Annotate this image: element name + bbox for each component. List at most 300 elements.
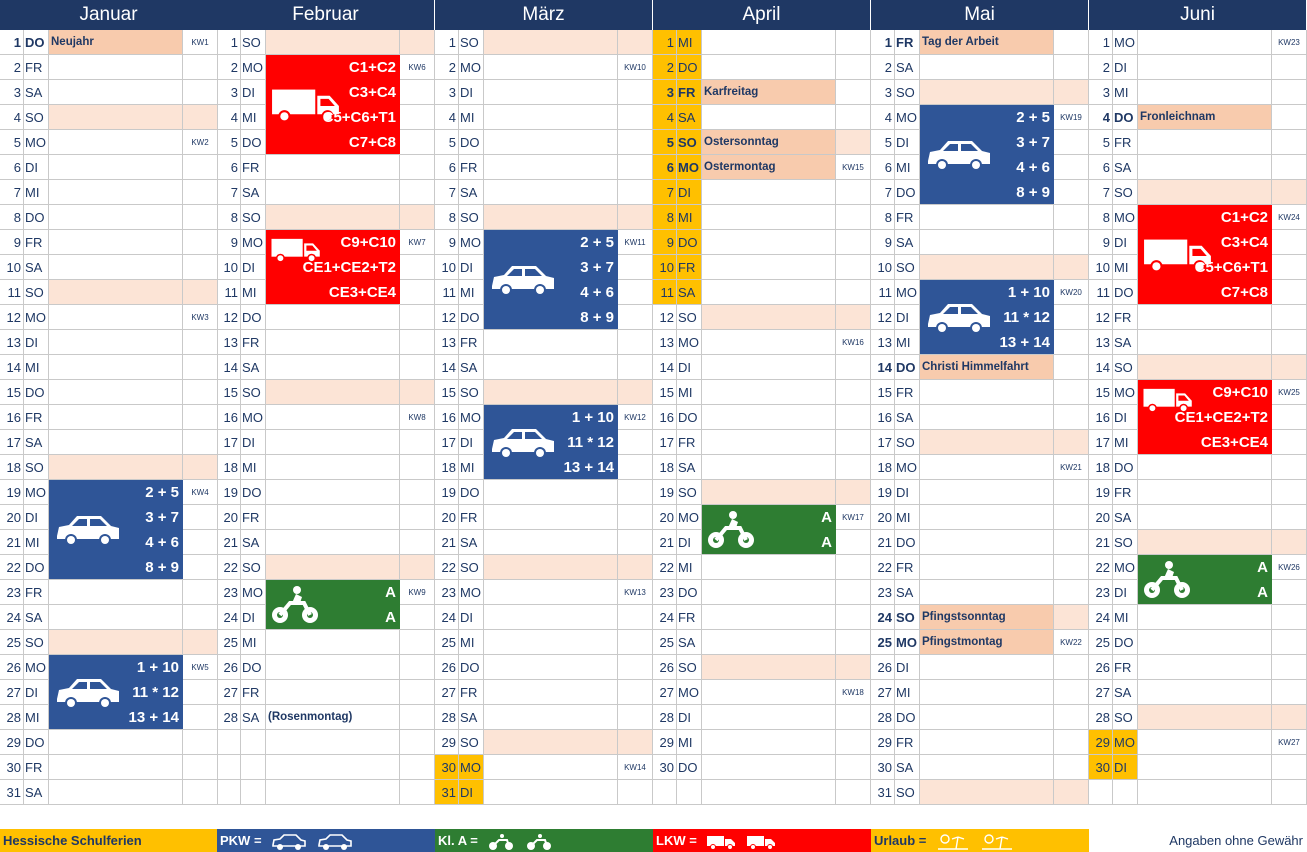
weekday-label: DO (241, 655, 266, 680)
weekday-label: SA (459, 355, 484, 380)
day-number: 23 (871, 580, 895, 605)
weekday-label: DO (895, 355, 920, 380)
course-label: CE1+CE2+T2 (302, 259, 396, 276)
calendar-week: KW15 (836, 155, 871, 180)
calendar-week (1054, 405, 1089, 430)
day-number: 18 (0, 455, 24, 480)
day-number: 8 (653, 205, 677, 230)
day-description (484, 680, 618, 705)
day-description (266, 530, 400, 555)
weekday-label: SO (677, 130, 702, 155)
weekday-label: MO (24, 655, 49, 680)
day-number: 1 (1089, 30, 1113, 55)
calendar-week (836, 80, 871, 105)
weekday-label: SA (677, 455, 702, 480)
day-description (702, 380, 836, 405)
day-description (702, 255, 836, 280)
day-description (1138, 355, 1272, 380)
calendar-week (183, 680, 218, 705)
calendar-week (836, 530, 871, 555)
day-description (484, 105, 618, 130)
calendar-week (1054, 130, 1089, 155)
weekday-label: MI (241, 105, 266, 130)
calendar-week (836, 130, 871, 155)
course-label: C7+C8 (348, 134, 396, 151)
day-description (1138, 330, 1272, 355)
calendar-week (618, 430, 653, 455)
day-description (920, 205, 1054, 230)
weekday-label: FR (24, 405, 49, 430)
weekday-label: DI (677, 180, 702, 205)
calendar-week (618, 330, 653, 355)
day-description (1138, 705, 1272, 730)
weekday-label: DO (459, 480, 484, 505)
moto-course-block (1138, 555, 1272, 604)
day-number: 1 (653, 30, 677, 55)
day-description (920, 530, 1054, 555)
car-icon (53, 675, 123, 711)
weekday-label: SO (24, 630, 49, 655)
day-number: 29 (1089, 730, 1113, 755)
day-number: 8 (1089, 205, 1113, 230)
day-description (484, 730, 618, 755)
day-number: 7 (217, 180, 241, 205)
weekday-label: MO (1113, 30, 1138, 55)
calendar-week (1054, 555, 1089, 580)
weekday-label: MO (241, 405, 266, 430)
weekday-label: DO (24, 380, 49, 405)
calendar-week (400, 380, 435, 405)
day-description (484, 380, 618, 405)
day-number: 20 (1089, 505, 1113, 530)
calendar-week (618, 255, 653, 280)
weekday-label: SA (677, 280, 702, 305)
calendar-week (400, 205, 435, 230)
day-number: 1 (0, 30, 24, 55)
day-description (1138, 155, 1272, 180)
day-number: 19 (435, 480, 459, 505)
weekday-label: DO (241, 305, 266, 330)
day-description: Tag der Arbeit (920, 30, 1054, 55)
day-description (49, 780, 183, 805)
calendar-week (1054, 30, 1089, 55)
course-label: C9+C10 (1212, 384, 1268, 401)
day-description (266, 380, 400, 405)
calendar-week (183, 205, 218, 230)
course-label: 3 + 7 (580, 259, 614, 276)
day-number: 23 (1089, 580, 1113, 605)
calendar-week (400, 105, 435, 130)
day-number: 20 (871, 505, 895, 530)
weekday-label: SA (895, 580, 920, 605)
weekday-label: DO (24, 730, 49, 755)
day-number: 10 (871, 255, 895, 280)
calendar-week (1054, 155, 1089, 180)
day-number: 31 (435, 780, 459, 805)
day-number: 10 (217, 255, 241, 280)
day-description (49, 180, 183, 205)
car-icon (924, 137, 994, 173)
day-number: 2 (653, 55, 677, 80)
weekday-label: SA (241, 355, 266, 380)
calendar-week (836, 655, 871, 680)
day-number: 11 (871, 280, 895, 305)
day-description (702, 730, 836, 755)
weekday-label: SO (24, 105, 49, 130)
day-number: 15 (653, 380, 677, 405)
weekday-label: FR (241, 155, 266, 180)
calendar-week (618, 30, 653, 55)
weekday-label: DI (1113, 755, 1138, 780)
calendar-week (1272, 230, 1307, 255)
weekday-label: SO (1113, 530, 1138, 555)
day-number: 22 (653, 555, 677, 580)
day-description (920, 680, 1054, 705)
weekday-label: SO (1113, 355, 1138, 380)
day-number: 14 (217, 355, 241, 380)
day-number: 19 (217, 480, 241, 505)
weekday-label: DI (459, 430, 484, 455)
day-description (1138, 80, 1272, 105)
calendar-week (400, 430, 435, 455)
day-number: 10 (0, 255, 24, 280)
calendar-week (400, 705, 435, 730)
calendar-week (1272, 780, 1307, 805)
day-number: 26 (653, 655, 677, 680)
day-number: 30 (871, 755, 895, 780)
weekday-label: DO (1113, 455, 1138, 480)
day-description (1138, 630, 1272, 655)
car-icon (53, 512, 123, 548)
course-label: 4 + 6 (1016, 159, 1050, 176)
weekday-label: MO (895, 630, 920, 655)
day-description (920, 580, 1054, 605)
calendar-week (400, 555, 435, 580)
day-number: 13 (653, 330, 677, 355)
day-number: 8 (217, 205, 241, 230)
weekday-label: SA (241, 705, 266, 730)
day-number: 17 (0, 430, 24, 455)
day-description (266, 30, 400, 55)
day-number: 11 (653, 280, 677, 305)
day-number: 21 (217, 530, 241, 555)
lkw-course-block (266, 230, 400, 304)
day-number: 3 (1089, 80, 1113, 105)
day-number: 4 (435, 105, 459, 130)
moto-course-block (702, 505, 836, 554)
day-number: 31 (871, 780, 895, 805)
day-description (49, 130, 183, 155)
day-description (49, 80, 183, 105)
calendar-week (1272, 505, 1307, 530)
calendar-week (400, 280, 435, 305)
day-number: 1 (435, 30, 459, 55)
motorcycle-icon (706, 510, 756, 550)
day-description (49, 155, 183, 180)
day-number: 20 (0, 505, 24, 530)
calendar-week (183, 155, 218, 180)
calendar-week (618, 355, 653, 380)
day-number: 3 (871, 80, 895, 105)
calendar-week (183, 580, 218, 605)
weekday-label: FR (241, 330, 266, 355)
weekday-label: DI (24, 330, 49, 355)
day-description (484, 605, 618, 630)
calendar-week (183, 405, 218, 430)
day-number: 27 (653, 680, 677, 705)
day-description (484, 80, 618, 105)
weekday-label: SO (895, 80, 920, 105)
disclaimer: Angaben ohne Gewähr (1169, 833, 1303, 848)
course-label: A (821, 509, 832, 526)
calendar-week (618, 705, 653, 730)
day-description (920, 230, 1054, 255)
calendar-week (1054, 230, 1089, 255)
calendar-week: KW21 (1054, 455, 1089, 480)
weekday-label: SA (459, 705, 484, 730)
calendar-week: KW27 (1272, 730, 1307, 755)
day-description (49, 405, 183, 430)
weekday-label: SO (895, 255, 920, 280)
day-number: 28 (435, 705, 459, 730)
weekday-label: MI (24, 355, 49, 380)
day-number: 18 (217, 455, 241, 480)
calendar-week (1054, 355, 1089, 380)
day-number: 24 (871, 605, 895, 630)
lkw-course-block (1138, 205, 1272, 304)
weekday-label: DI (459, 255, 484, 280)
weekday-label: FR (677, 605, 702, 630)
calendar-week (836, 230, 871, 255)
weekday-label: MO (895, 455, 920, 480)
day-number: 5 (217, 130, 241, 155)
calendar-week: KW8 (400, 405, 435, 430)
calendar-week (183, 55, 218, 80)
day-description (266, 205, 400, 230)
calendar-week (618, 455, 653, 480)
day-number: 24 (653, 605, 677, 630)
day-number: 14 (653, 355, 677, 380)
day-description (49, 305, 183, 330)
calendar-week (1272, 405, 1307, 430)
calendar-week (836, 480, 871, 505)
day-description (484, 705, 618, 730)
pkw-course-block (920, 105, 1054, 204)
day-description (702, 105, 836, 130)
month-header: April (653, 0, 871, 30)
day-number (653, 780, 677, 805)
day-number: 28 (217, 705, 241, 730)
weekday-label: SO (1113, 705, 1138, 730)
day-number: 15 (1089, 380, 1113, 405)
weekday-label (1113, 780, 1138, 805)
weekday-label: SO (677, 305, 702, 330)
day-description (484, 505, 618, 530)
weekday-label: SA (895, 755, 920, 780)
calendar-week (1272, 430, 1307, 455)
motorcycle-icon (525, 833, 553, 851)
day-description (484, 530, 618, 555)
weekday-label: MI (895, 330, 920, 355)
legend-urlaub: Urlaub = (871, 829, 1089, 852)
day-number: 5 (0, 130, 24, 155)
day-number: 25 (217, 630, 241, 655)
month-header: Januar (0, 0, 218, 30)
motorcycle-icon (487, 833, 515, 851)
calendar-week (400, 330, 435, 355)
course-label: 8 + 9 (145, 559, 179, 576)
weekday-label: MO (459, 230, 484, 255)
day-number: 16 (871, 405, 895, 430)
weekday-label: DO (459, 305, 484, 330)
lkw-course-block (266, 55, 400, 154)
weekday-label: FR (459, 330, 484, 355)
calendar-week (1272, 180, 1307, 205)
calendar-week (836, 255, 871, 280)
day-description (920, 655, 1054, 680)
day-number: 26 (217, 655, 241, 680)
calendar-week (1272, 155, 1307, 180)
weekday-label (677, 780, 702, 805)
weekday-label: MI (241, 630, 266, 655)
day-description (484, 480, 618, 505)
course-label: 11 * 12 (567, 434, 614, 451)
day-number: 23 (653, 580, 677, 605)
calendar-week (183, 755, 218, 780)
calendar-week (183, 180, 218, 205)
weekday-label: DI (677, 705, 702, 730)
day-number: 26 (871, 655, 895, 680)
day-description (49, 105, 183, 130)
day-number: 17 (1089, 430, 1113, 455)
weekday-label (241, 730, 266, 755)
course-label: C5+C6+T1 (322, 109, 396, 126)
day-number: 4 (871, 105, 895, 130)
day-description (49, 355, 183, 380)
legend-motorcycle: Kl. A = (435, 829, 653, 852)
weekday-label: FR (459, 680, 484, 705)
day-description (266, 155, 400, 180)
day-number: 16 (0, 405, 24, 430)
day-number: 3 (435, 80, 459, 105)
day-description (49, 605, 183, 630)
day-description (920, 455, 1054, 480)
weekday-label: MI (241, 280, 266, 305)
day-description: (Rosenmontag) (266, 705, 400, 730)
day-number: 25 (1089, 630, 1113, 655)
weekday-label: MO (459, 55, 484, 80)
month-header: März (435, 0, 653, 30)
calendar-week (618, 105, 653, 130)
calendar-week (618, 630, 653, 655)
calendar-week (1272, 655, 1307, 680)
weekday-label: MI (459, 105, 484, 130)
day-number: 10 (653, 255, 677, 280)
day-number: 19 (871, 480, 895, 505)
calendar-week (836, 280, 871, 305)
calendar-week (618, 555, 653, 580)
weekday-label: DO (241, 480, 266, 505)
day-description (49, 430, 183, 455)
course-label: 13 + 14 (128, 709, 179, 726)
day-number: 6 (871, 155, 895, 180)
day-number: 21 (0, 530, 24, 555)
day-description (702, 230, 836, 255)
day-number: 3 (0, 80, 24, 105)
weekday-label: FR (1113, 655, 1138, 680)
calendar-week (618, 155, 653, 180)
day-number: 29 (871, 730, 895, 755)
weekday-label: SA (1113, 505, 1138, 530)
day-number: 6 (435, 155, 459, 180)
day-number: 28 (0, 705, 24, 730)
calendar-week (400, 155, 435, 180)
weekday-label: MI (677, 30, 702, 55)
calendar-week: KW7 (400, 230, 435, 255)
calendar-week (400, 605, 435, 630)
course-label: A (1257, 584, 1268, 601)
day-number: 5 (1089, 130, 1113, 155)
day-number: 14 (871, 355, 895, 380)
calendar-week (836, 205, 871, 230)
weekday-label: DI (24, 505, 49, 530)
weekday-label: FR (895, 555, 920, 580)
day-number: 28 (871, 705, 895, 730)
day-description (266, 430, 400, 455)
weekday-label: SA (1113, 155, 1138, 180)
pkw-course-block (920, 280, 1054, 354)
course-label: 2 + 5 (1016, 109, 1050, 126)
day-description (484, 130, 618, 155)
day-description (266, 780, 400, 805)
calendar-week (1272, 80, 1307, 105)
day-number: 6 (1089, 155, 1113, 180)
weekday-label: DI (241, 430, 266, 455)
day-description (702, 655, 836, 680)
weekday-label: FR (677, 80, 702, 105)
calendar-week (400, 455, 435, 480)
day-number: 19 (653, 480, 677, 505)
calendar-week (400, 630, 435, 655)
day-number: 19 (0, 480, 24, 505)
weekday-label: SO (677, 655, 702, 680)
day-description (49, 580, 183, 605)
course-label: C9+C10 (340, 234, 396, 251)
day-number: 6 (653, 155, 677, 180)
course-label: A (1257, 559, 1268, 576)
weekday-label: MO (677, 680, 702, 705)
calendar-week (183, 230, 218, 255)
weekday-label: FR (241, 680, 266, 705)
calendar-week (836, 580, 871, 605)
day-number: 22 (435, 555, 459, 580)
lkw-course-block (1138, 380, 1272, 454)
weekday-label: SO (895, 430, 920, 455)
weekday-label: MI (677, 555, 702, 580)
weekday-label: DO (24, 30, 49, 55)
course-label: C7+C8 (1220, 284, 1268, 301)
weekday-label: SA (24, 255, 49, 280)
weekday-label: FR (241, 505, 266, 530)
day-description (1138, 755, 1272, 780)
weekday-label: SO (677, 480, 702, 505)
calendar-week: KW19 (1054, 105, 1089, 130)
day-number: 27 (435, 680, 459, 705)
calendar-week: KW10 (618, 55, 653, 80)
day-number: 3 (653, 80, 677, 105)
day-number: 29 (0, 730, 24, 755)
day-number: 7 (435, 180, 459, 205)
